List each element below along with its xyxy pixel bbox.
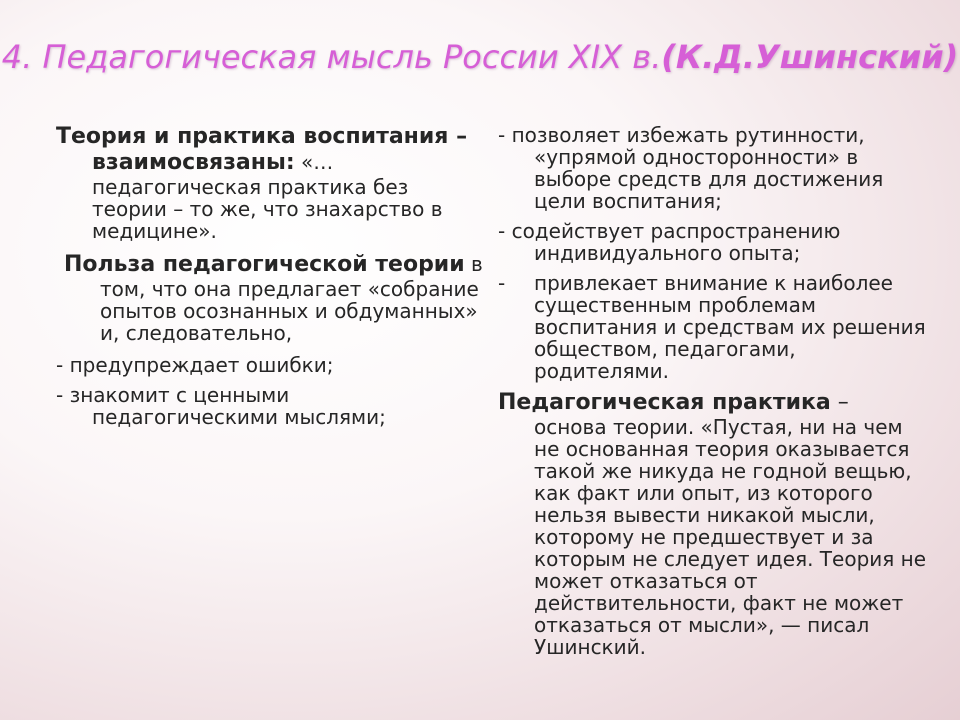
list-item (56, 384, 486, 428)
theory-practice-paragraph (56, 124, 486, 242)
left-column (56, 124, 486, 436)
list-item-lead: - знакомит с ценными (56, 383, 290, 407)
practice-text: основа теории. «Пустая, ни на чем не основанная теория оказывается такой же никуда не годной вещью, как факт или опыт, из которого нельзя вывести никакой мысли, которому не предшествует и за которым не следует идея. Теория не может отказаться от действительности, факт не может отказаться от мысли», — писал Ушинский. (534, 415, 927, 659)
list-item-lead: - позволяет избежать рутинности, (498, 123, 865, 147)
list-item (498, 124, 928, 212)
slide-title-author: (К.Д.Ушинский) (661, 38, 959, 76)
list-item (498, 220, 928, 264)
list-item (498, 272, 928, 382)
practice-dash: – (830, 390, 849, 415)
list-item-rest: педагогическими мыслями; (92, 405, 386, 429)
theory-benefit-text: в том, что она предлагает «собрание опытов осознанных и обдуманных» и, следовательно, (100, 252, 483, 345)
slide-title-main: 4. Педагогическая мысль России XIX в. (1, 38, 662, 76)
list-item (56, 354, 486, 376)
right-column (498, 124, 928, 668)
practice-heading: Педагогическая практика (498, 390, 831, 415)
slide-title (0, 38, 960, 76)
list-item-text: - предупреждает ошибки; (56, 353, 334, 377)
theory-benefit-heading: Польза педагогической теории (64, 252, 465, 277)
theory-benefit-paragraph (64, 252, 486, 344)
list-item-dash: - (498, 271, 506, 295)
list-item-rest: «упрямой односторонности» в выборе средств для достижения цели воспитания; (534, 145, 884, 213)
list-item-text: привлекает внимание к наиболее существенным проблемам воспитания и средствам их решения обществом, педагогами, родителями. (534, 271, 926, 383)
list-item-lead: - содействует распространению (498, 219, 841, 243)
list-item-rest: индивидуального опыта; (534, 241, 801, 265)
practice-paragraph (498, 390, 928, 658)
theory-practice-text: «… педагогическая практика без теории – то же, что знахарство в медицине». (92, 150, 443, 243)
theory-practice-heading: Теория и практика воспитания – взаимосвязаны: (56, 124, 468, 175)
